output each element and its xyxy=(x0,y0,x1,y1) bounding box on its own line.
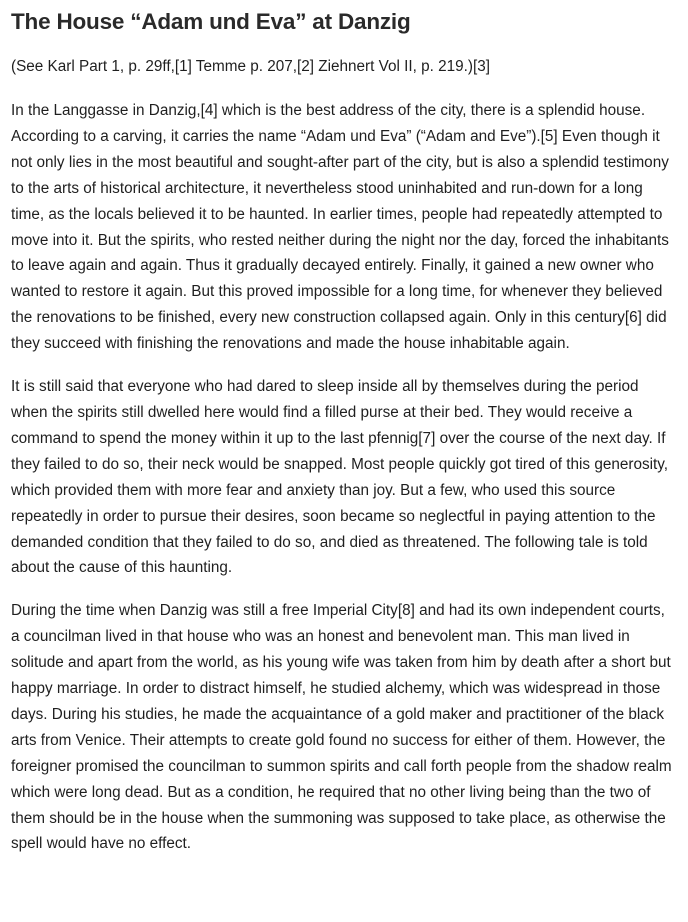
paragraph-1: In the Langgasse in Danzig,[4] which is the best address of the city, there is a splendid house. According to a carving, it carries the name “Adam und Eva” (“Adam and Eve”).[5] Even though it not only lies in the most beautiful and sought-after part of the city, but is also a splendid testimony to the arts of historical architecture, it nevertheless stood uninhabited and run-down for a long time, as the locals believed it to be haunted. In earlier times, people had repeatedly attempted to move into it. But the spirits, who rested neither during the night nor the day, forced the inhabitants to leave again and again. Thus it gradually decayed entirely. Finally, it gained a new owner who wanted to restore it again. But this proved impossible for a long time, for whenever they believed the renovations to be finished, every new construction collapsed again. Only in this century[6] did they succeed with finishing the renovations and made the house inhabitable again. xyxy=(11,102,669,353)
page-title: The House “Adam und Eva” at Danzig xyxy=(11,9,411,34)
sources-line: (See Karl Part 1, p. 29ff,[1] Temme p. 207,[2] Ziehnert Vol II, p. 219.)[3] xyxy=(11,58,490,75)
paragraph-3: During the time when Danzig was still a free Imperial City[8] and had its own independent courts, a councilman lived in that house who was an honest and benevolent man. This man lived in solitude and apart from the world, as his young wife was taken from him by death after a short but happy marriage. In order to distract himself, he studied alchemy, which was widespread in those days. During his studies, he made the acquaintance of a gold maker and practitioner of the black arts from Venice. Their attempts to create gold found no success for either of them. However, the foreigner promised the councilman to summon spirits and call forth people from the shadow realm which were long dead. But as a condition, he required that no other living being than the two of them should be in the house when the summoning was supposed to take place, as otherwise the spell would have no effect. xyxy=(11,602,672,853)
paragraph-2: It is still said that everyone who had dared to sleep inside all by themselves during the period when the spirits still dwelled here would find a filled purse at their bed. They would receive a command to spend the money within it up to the last pfennig[7] over the course of the next day. If they failed to do so, their neck would be snapped. Most people quickly got tired of this generosity, which provided them with more fear and anxiety than joy. But a few, who used this source repeatedly in order to pursue their desires, soon became so neglectful in paying attention to the demanded condition that they failed to do so, and died as threatened. The following tale is told about the cause of this haunting. xyxy=(11,378,669,577)
